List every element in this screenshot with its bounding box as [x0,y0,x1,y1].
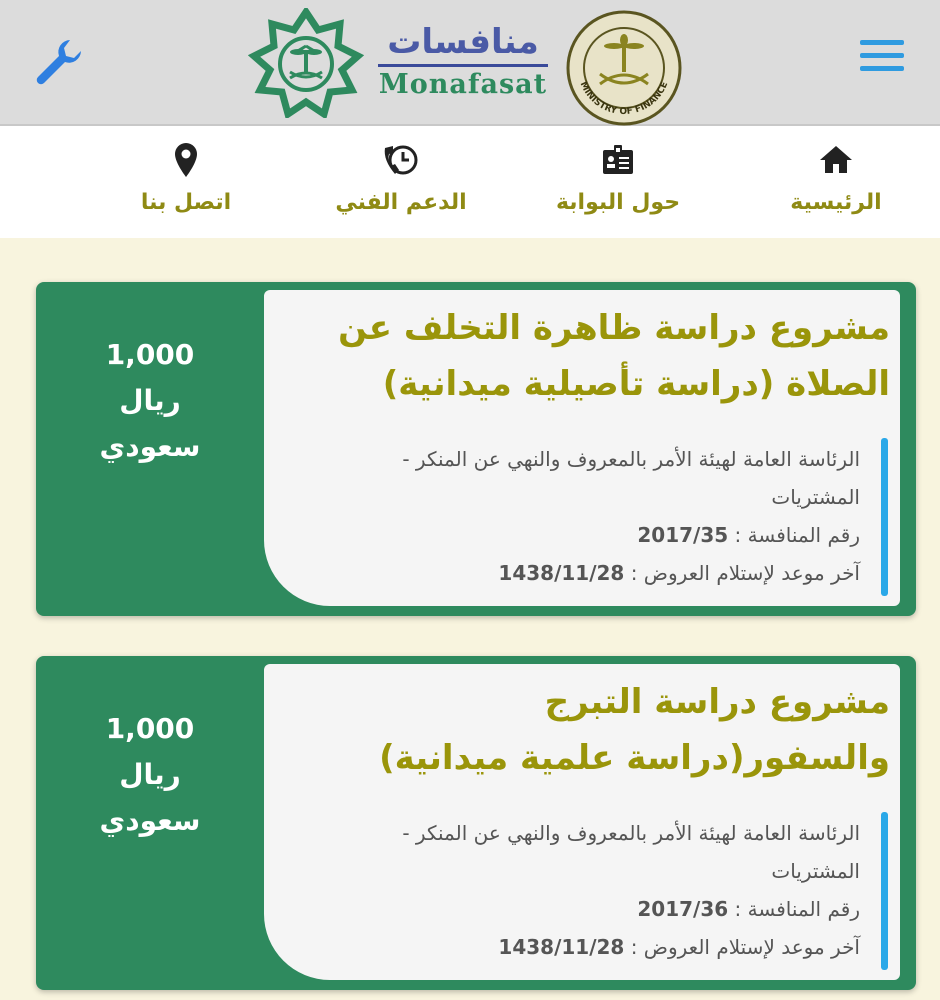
nav-item-about[interactable] [548,126,688,238]
nav-item-support[interactable] [330,126,472,238]
main-nav [0,126,940,238]
nav-item-home[interactable] [776,126,896,238]
logo-arabic-text: منافسات [387,22,539,62]
tender-number-row [300,516,860,554]
tender-info [300,814,860,966]
price-unit: ريال [119,384,181,417]
price-currency: سعودي [99,430,201,463]
deadline-label: آخر موعد لإستلام العروض : [630,935,860,959]
logo-english-text: Monafasat [378,69,548,100]
logo-divider [378,64,548,67]
nav-label-contact: اتصل بنا [140,190,232,215]
home-icon [816,140,856,180]
tender-details [264,664,900,980]
tender-number-value: 2017/35 [637,523,729,547]
tender-number-label: رقم المنافسة : [734,523,860,547]
tender-title[interactable]: مشروع دراسة ظاهرة التخلف عن الصلاة (دراسة تأصيلية ميدانية) [338,308,890,404]
tender-price [36,706,264,844]
deadline-label: آخر موعد لإستلام العروض : [630,561,860,585]
monafasat-wordmark [372,22,554,106]
info-accent-bar [881,812,888,970]
agency-name: الرئاسة العامة لهيئة الأمر بالمعروف والنهي عن المنكر - [402,447,860,471]
tender-card[interactable] [36,282,916,616]
price-currency: سعودي [99,804,201,837]
deadline-value: 1438/11/28 [498,935,625,959]
id-badge-icon [598,140,638,180]
tender-card[interactable] [36,656,916,990]
tender-number-label: رقم المنافسة : [734,897,860,921]
price-unit: ريال [119,758,181,791]
tender-details [264,290,900,606]
app-header [0,0,940,126]
deadline-row [300,554,860,592]
nav-label-home: الرئيسية [790,190,882,215]
tender-title[interactable]: مشروع دراسة التبرج والسفور(دراسة علمية ميدانية) [379,682,890,778]
map-pin-icon [166,140,206,180]
price-amount: 1,000 [105,338,195,371]
nav-label-support: الدعم الفني [335,190,467,215]
tender-number-value: 2017/36 [637,897,729,921]
agency-name: الرئاسة العامة لهيئة الأمر بالمعروف والنهي عن المنكر - [402,821,860,845]
ministry-of-finance-seal [562,8,686,128]
wrench-icon[interactable] [30,34,86,90]
nav-item-contact[interactable] [134,126,238,238]
price-amount: 1,000 [105,712,195,745]
tender-info [300,440,860,592]
deadline-value: 1438/11/28 [498,561,625,585]
info-accent-bar [881,438,888,596]
nav-label-about: حول البوابة [555,190,681,215]
deadline-row [300,928,860,966]
monafasat-emblem-logo [248,8,364,118]
seal-text: MINISTRY OF FINANCE [577,80,671,118]
hamburger-menu-icon[interactable] [860,40,904,74]
agency-department: المشتريات [771,859,860,883]
tender-price [36,332,264,470]
phone-clock-icon [381,140,421,180]
agency-department: المشتريات [771,485,860,509]
tender-number-row [300,890,860,928]
